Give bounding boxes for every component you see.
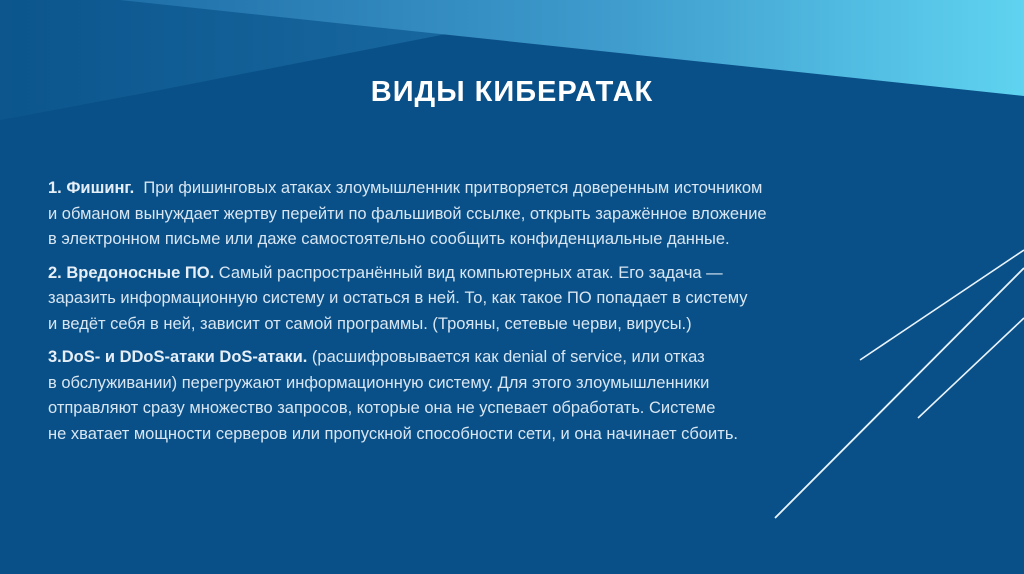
paragraph-line [48, 261, 928, 287]
paragraph-lead: 1. Фишинг. [48, 179, 135, 197]
paragraph-line: заразить информационную систему и остаться в ней. То, как такое ПО попадает в систему [48, 289, 748, 307]
paragraph-text: При фишинговых атаках злоумышленник притворяется доверенным источником [143, 179, 763, 197]
paragraph-dos [48, 345, 928, 447]
paragraph-line: не хватает мощности серверов или пропускной способности сети, и она начинает сбоить. [48, 424, 739, 443]
paragraph-text: Самый распространённый вид компьютерных атак. Его задача — [218, 263, 723, 282]
paragraph-line: и обманом вынуждает жертву перейти по фальшивой ссылке, открыть заражённое вложение [48, 204, 767, 223]
paragraph-lead: 2. Вредоносные ПО. [48, 263, 215, 282]
slide-title: ВИДЫ КИБЕРАТАК [370, 76, 654, 108]
paragraph-line: в обслуживании) перегружают информационную систему. Для этого злоумышленники [48, 373, 710, 392]
paragraph-line: и ведёт себя в ней, зависит от самой программы. (Трояны, сетевые черви, вирусы.) [48, 314, 692, 333]
paragraph-line: в электронном письме или даже самостоятельно сообщить конфиденциальные данные. [48, 230, 730, 248]
paragraph-malware [48, 261, 928, 338]
paragraph-line [48, 345, 928, 371]
paragraph-lead: 3.DoS- и DDoS-атаки DoS-атаки. [48, 348, 308, 366]
paragraph-text: (расшифровывается как denial of service, или отказ [311, 348, 705, 366]
paragraph-line: отправляют сразу множество запросов, которые она не успевает обработать. Системе [48, 399, 716, 417]
slide-body [48, 176, 928, 455]
paragraph-phishing [48, 176, 928, 253]
accent-line-3 [918, 318, 1024, 418]
paragraph-line [48, 176, 928, 202]
